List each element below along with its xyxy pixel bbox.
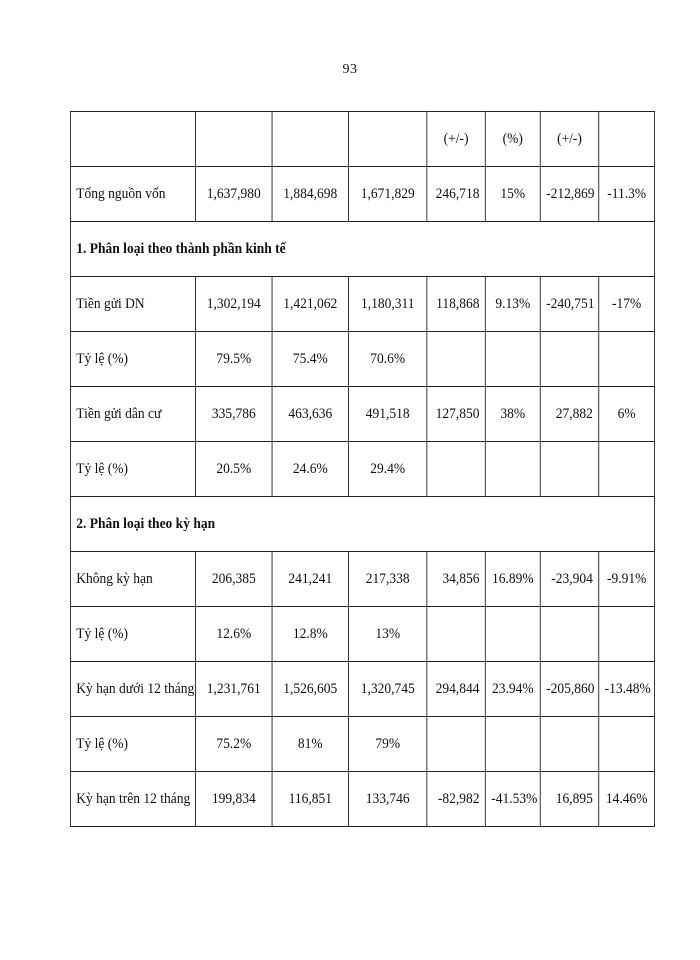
table-cell: 1,302,194: [196, 277, 273, 332]
table-cell: 75.2%: [196, 717, 273, 772]
deposit-structure-table: [70, 111, 655, 827]
table-cell: -41.53%: [485, 772, 540, 827]
table-cell: 6%: [599, 387, 655, 442]
row-label: Tiền gửi dân cư: [70, 387, 195, 442]
table-cell: 199,834: [196, 772, 273, 827]
section-title: 1. Phân loại theo thành phần kinh tế: [70, 222, 654, 277]
table-cell: 79%: [349, 717, 427, 772]
table-cell: 491,518: [349, 387, 427, 442]
row-label: Tỷ lệ (%): [70, 442, 195, 497]
table-cell: [540, 717, 599, 772]
table-cell: [540, 332, 599, 387]
section-row: [70, 222, 654, 277]
table-cell: -240,751: [540, 277, 599, 332]
table-cell: 75.4%: [272, 332, 349, 387]
table-cell: 133,746: [349, 772, 427, 827]
table-cell: 20.5%: [196, 442, 273, 497]
table-cell: 294,844: [427, 662, 486, 717]
table-cell: 1,671,829: [349, 167, 427, 222]
table-cell: 70.6%: [349, 332, 427, 387]
table-cell: [427, 717, 486, 772]
table-cell: -212,869: [540, 167, 599, 222]
section-row: [70, 497, 654, 552]
row-label: Tỷ lệ (%): [70, 332, 195, 387]
table-cell: -23,904: [540, 552, 599, 607]
table-row: [70, 607, 654, 662]
row-label: Tiền gửi DN: [70, 277, 195, 332]
table-cell: [485, 332, 540, 387]
table-cell: 206,385: [196, 552, 273, 607]
table-row: [70, 332, 654, 387]
table-row: [70, 167, 654, 222]
page-number: 93: [342, 62, 358, 77]
table-cell: 335,786: [196, 387, 273, 442]
table-cell: 27,882: [540, 387, 599, 442]
table-cell: [427, 607, 486, 662]
table-cell: 29.4%: [349, 442, 427, 497]
table-cell: 13%: [349, 607, 427, 662]
header-cell: [349, 112, 427, 167]
table-cell: 127,850: [427, 387, 486, 442]
table-row: [70, 772, 654, 827]
header-cell: [70, 112, 195, 167]
table-cell: 12.8%: [272, 607, 349, 662]
table-cell: -9.91%: [599, 552, 655, 607]
table-cell: 16,895: [540, 772, 599, 827]
table-cell: [427, 442, 486, 497]
row-label: Kỳ hạn dưới 12 tháng: [70, 662, 195, 717]
table-cell: -13.48%: [599, 662, 655, 717]
row-label: Kỳ hạn trên 12 tháng: [70, 772, 195, 827]
header-cell: (+/-): [540, 112, 599, 167]
row-label: Tỷ lệ (%): [70, 717, 195, 772]
table-cell: 16.89%: [485, 552, 540, 607]
table-cell: 118,868: [427, 277, 486, 332]
header-row: [70, 112, 654, 167]
table-cell: 1,421,062: [272, 277, 349, 332]
table-cell: [599, 442, 655, 497]
table-cell: 24.6%: [272, 442, 349, 497]
header-cell: [196, 112, 273, 167]
table-body: [70, 112, 654, 827]
table-cell: 1,526,605: [272, 662, 349, 717]
table-cell: [540, 607, 599, 662]
table-cell: [485, 442, 540, 497]
table-cell: 1,320,745: [349, 662, 427, 717]
header-cell: [599, 112, 655, 167]
row-label: Tổng nguồn vốn: [70, 167, 195, 222]
table-row: [70, 387, 654, 442]
table-cell: 38%: [485, 387, 540, 442]
table-cell: 14.46%: [599, 772, 655, 827]
table-cell: 116,851: [272, 772, 349, 827]
table-cell: [485, 717, 540, 772]
table-cell: 34,856: [427, 552, 486, 607]
table-cell: 241,241: [272, 552, 349, 607]
table-cell: 15%: [485, 167, 540, 222]
table-cell: 23.94%: [485, 662, 540, 717]
table-cell: [427, 332, 486, 387]
table-cell: [599, 332, 655, 387]
table-row: [70, 277, 654, 332]
table-row: [70, 717, 654, 772]
table-cell: [540, 442, 599, 497]
table-cell: 246,718: [427, 167, 486, 222]
table-cell: 1,637,980: [196, 167, 273, 222]
table-cell: 463,636: [272, 387, 349, 442]
table-cell: 12.6%: [196, 607, 273, 662]
table-cell: [599, 607, 655, 662]
table-row: [70, 662, 654, 717]
section-title: 2. Phân loại theo kỳ hạn: [70, 497, 654, 552]
header-cell: (+/-): [427, 112, 486, 167]
table-cell: 1,231,761: [196, 662, 273, 717]
table-cell: [599, 717, 655, 772]
row-label: Không kỳ hạn: [70, 552, 195, 607]
table-cell: 1,884,698: [272, 167, 349, 222]
table-row: [70, 442, 654, 497]
table-cell: 217,338: [349, 552, 427, 607]
table-cell: 9.13%: [485, 277, 540, 332]
row-label: Tỷ lệ (%): [70, 607, 195, 662]
table-cell: -82,982: [427, 772, 486, 827]
table-cell: -17%: [599, 277, 655, 332]
table-cell: -11.3%: [599, 167, 655, 222]
table-cell: [485, 607, 540, 662]
table-cell: 1,180,311: [349, 277, 427, 332]
table-cell: 81%: [272, 717, 349, 772]
table-cell: -205,860: [540, 662, 599, 717]
table-cell: 79.5%: [196, 332, 273, 387]
table-row: [70, 552, 654, 607]
header-cell: [272, 112, 349, 167]
header-cell: (%): [485, 112, 540, 167]
